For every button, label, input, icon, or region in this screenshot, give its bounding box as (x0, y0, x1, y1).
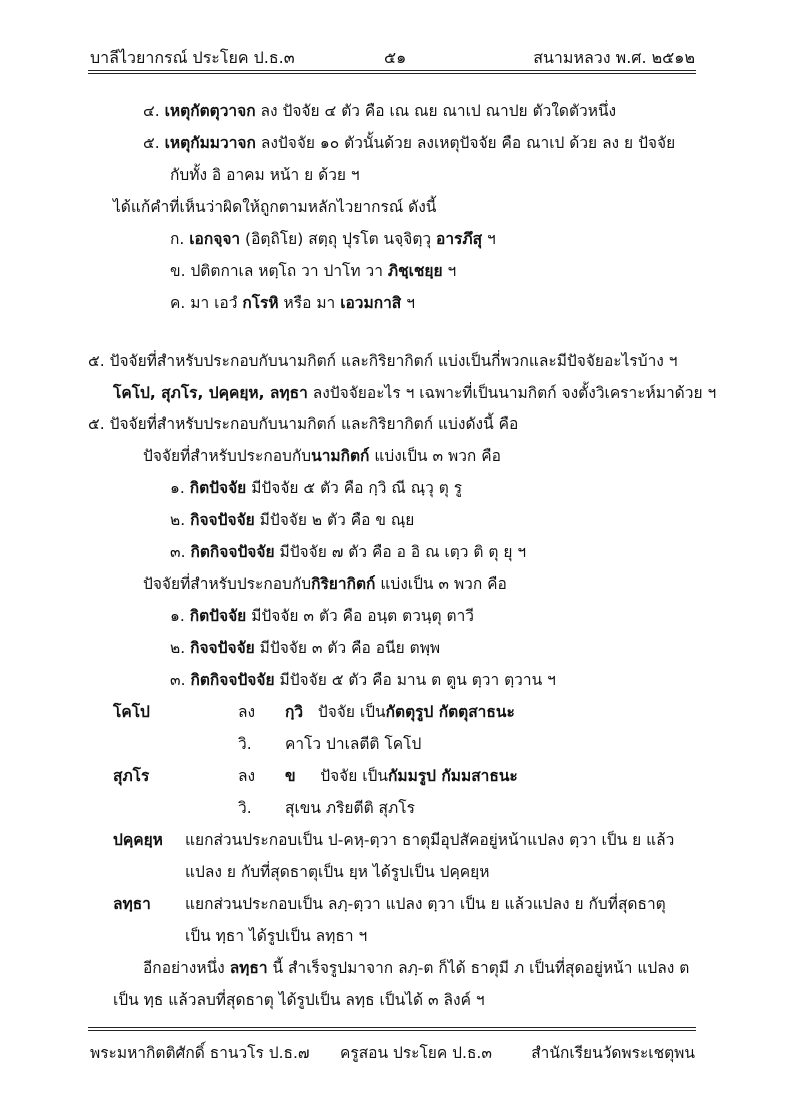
word-laddha-text2: เป็น ทฺธา ได้รูปเป็น ลทฺธา ฯ (185, 927, 368, 945)
word-paggayha-text2: แปลง ย กับที่สุดธาตุเป็น ยฺห ได้รูปเป็น ปคฺคยฺห (185, 863, 490, 881)
word-paggayha: ปคฺคยฺห (113, 831, 163, 849)
footer-center: ครูสอน ประโยค ป.ธ.๓ (340, 1044, 492, 1062)
correction-intro: ได้แก้คำที่เห็นว่าผิดให้ถูกตามหลักไวยากรณ์ ดังนี้ (113, 198, 437, 216)
noun-intro: ปัจจัยที่สำหรับประกอบกับนามกิตก์ แบ่งเป็น ๓ พวก คือ (143, 447, 501, 465)
header-left: บาลีไวยากรณ์ ประโยค ป.ธ.๓ (90, 48, 295, 67)
word-kopo-v-mark: วิ. (238, 735, 252, 753)
footer-rule-2 (88, 1030, 696, 1031)
paragraph-alt-cont: เป็น ทฺธ แล้วลบที่สุดธาตุ ได้รูปเป็น ลทฺธ เป็นได้ ๓ ลิงค์ ฯ (113, 991, 485, 1009)
noun-3: ๓. กิตกิจจปัจจัย มีปัจจัย ๗ ตัว คือ อ อิ ณ เตฺว ติ ตุ ยุ ฯ (170, 543, 527, 561)
noun-2: ๒. กิจจปัจจัย มีปัจจัย ๒ ตัว คือ ข ณฺย (170, 511, 415, 529)
page-number: ๕๑ (384, 48, 407, 67)
word-kopo-long: ลง (238, 703, 256, 721)
noun-1: ๑. กิตปัจจัย มีปัจจัย ๕ ตัว คือ กฺวิ ณี ณฺวุ ตุ รู (170, 479, 463, 497)
item-5-cont: กับทั้ง อิ อาคม หน้า ย ด้วย ฯ (170, 166, 360, 184)
paragraph-alt: อีกอย่างหนึ่ง ลทฺธา นี้ สำเร็จรูปมาจาก ลภฺ-ต ก็ได้ ธาตุมี ภ เป็นที่สุดอยู่หน้า แปลง ต (143, 959, 690, 977)
word-kopo-detail: กฺวิ ปัจจัย เป็นกัตตุรูป กัตตุสาธนะ (285, 703, 515, 721)
correction-a: ก. เอกจฺจา (อิตฺถิโย) สตฺถุ ปุรโต นจฺจิตฺวุ อารภึสุ ฯ (170, 230, 496, 248)
word-kopo-vigraha: คาโว ปาเลตีติ โคโป (285, 735, 422, 753)
word-subharo-long: ลง (238, 767, 256, 785)
correction-b: ข. ปติตกาเล หตฺโถ วา ปาโท วา ภิชฺเชยฺย ฯ (170, 262, 457, 280)
footer-right: สำนักเรียนวัดพระเชตุพน (531, 1044, 695, 1062)
header-rule (88, 70, 696, 71)
question-5: ๕. ปัจจัยที่สำหรับประกอบกับนามกิตก์ และกิริยากิตก์ แบ่งเป็นกี่พวกและมีปัจจัยอะไรบ้าง ฯ (88, 352, 678, 370)
item-5: ๕. เหตุกัมมวาจก ลงปัจจัย ๑๐ ตัวนั้นด้วย ลงเหตุปัจจัย คือ ณาเป ด้วย ลง ย ปัจจัย (143, 134, 676, 152)
word-laddha: ลทฺธา (113, 895, 151, 913)
verb-1: ๑. กิตปัจจัย มีปัจจัย ๓ ตัว คือ อนฺต ตวนฺตุ ตาวี (170, 607, 474, 625)
verb-2: ๒. กิจจปัจจัย มีปัจจัย ๓ ตัว คือ อนีย ตพฺพ (170, 639, 441, 657)
correction-c: ค. มา เอวํ กโรหิ หรือ มา เอวมกาสิ ฯ (170, 294, 415, 312)
question-5-cont: โคโป, สุภโร, ปคฺคยฺห, ลทฺธา ลงปัจจัยอะไร ฯ เฉพาะที่เป็นนามกิตก์ จงตั้งวิเคราะห์มาด้วย ฯ (113, 384, 717, 402)
verb-intro: ปัจจัยที่สำหรับประกอบกับกิริยากิตก์ แบ่งเป็น ๓ พวก คือ (143, 575, 507, 593)
header-rule-2 (88, 73, 696, 74)
word-kopo: โคโป (113, 703, 150, 721)
footer-left: พระมหากิตติศักดิ์ ธานวโร ป.ธ.๗ (90, 1044, 310, 1062)
word-laddha-text1: แยกส่วนประกอบเป็น ลภฺ-ตฺวา แปลง ตฺวา เป็น ย แล้วแปลง ย กับที่สุดธาตุ (185, 895, 666, 913)
answer-5: ๕. ปัจจัยที่สำหรับประกอบกับนามกิตก์ และกิริยากิตก์ แบ่งดังนี้ คือ (88, 415, 519, 433)
word-subharo-detail: ข ปัจจัย เป็นกัมมรูป กัมมสาธนะ (285, 767, 518, 785)
item-4: ๔. เหตุกัตตุวาจก ลง ปัจจัย ๔ ตัว คือ เณ ณย ณาเป ณาปย ตัวใดตัวหนึ่ง (143, 102, 617, 120)
footer-rule (88, 1027, 696, 1028)
word-subharo-vigraha: สุเขน ภริยตีติ สุภโร (285, 799, 415, 817)
header-right: สนามหลวง พ.ศ. ๒๕๑๒ (533, 48, 695, 67)
verb-3: ๓. กิตกิจจปัจจัย มีปัจจัย ๕ ตัว คือ มาน ต ตูน ตฺวา ตฺวาน ฯ (170, 671, 556, 689)
word-paggayha-text1: แยกส่วนประกอบเป็น ป-คหฺ-ตฺวา ธาตุมีอุปสัคอยู่หน้าแปลง ตฺวา เป็น ย แล้ว (185, 831, 675, 849)
word-subharo-v-mark: วิ. (238, 799, 252, 817)
word-subharo: สุภโร (113, 767, 150, 785)
